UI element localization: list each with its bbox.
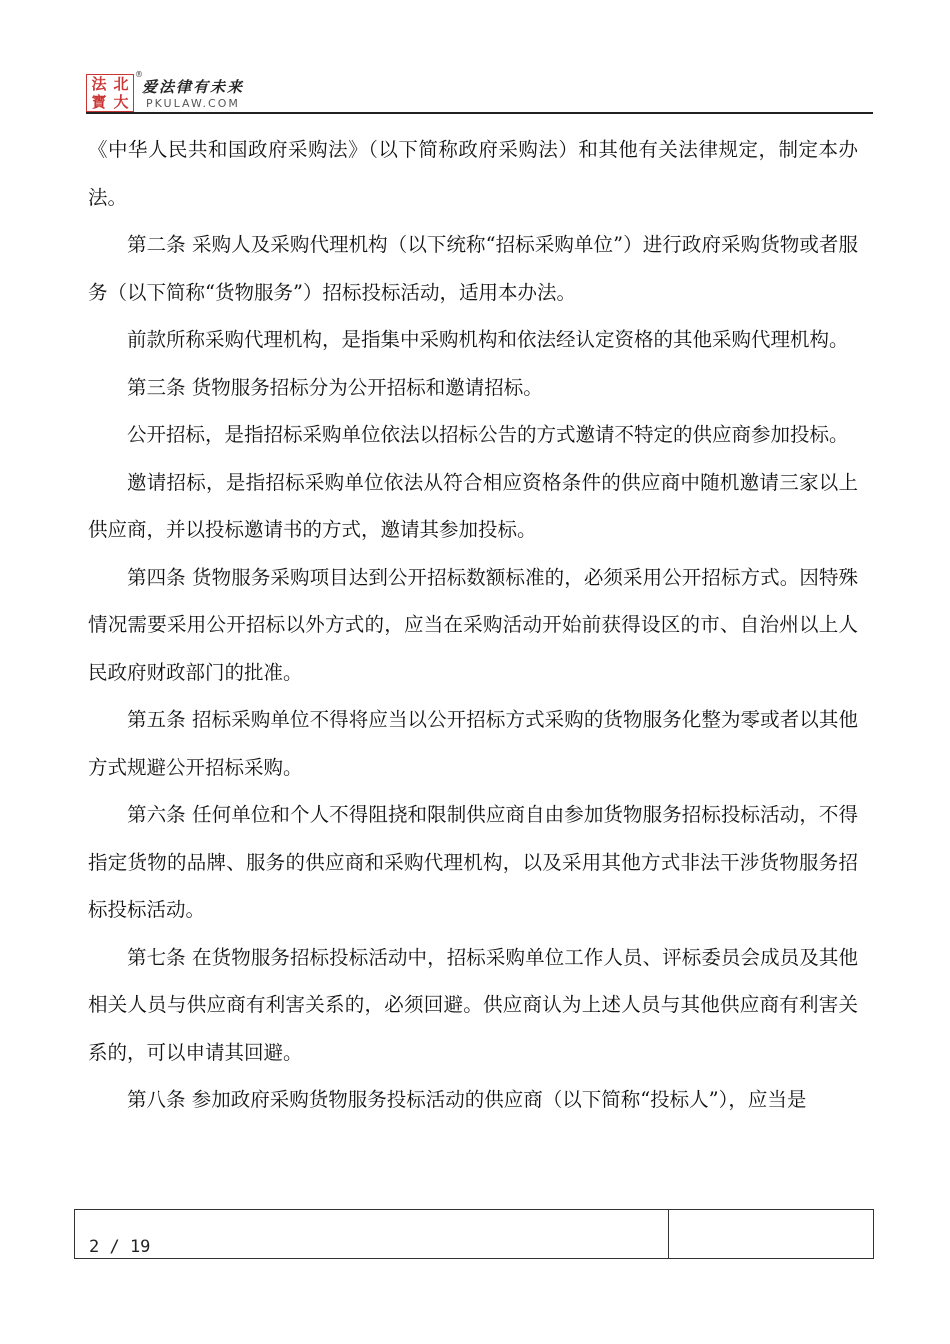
paragraph: 第八条 参加政府采购货物服务投标活动的供应商（以下简称“投标人”），应当是 — [127, 1088, 807, 1111]
header-divider — [86, 112, 873, 114]
paragraph: 《中华人民共和国政府采购法》（以下简称政府采购法）和其他有关法律规定，制定本办法。 — [88, 138, 858, 209]
logo-slogan: 爱法律有未来 — [142, 78, 245, 96]
page-indicator: 2 / 19 — [89, 1237, 151, 1257]
pkulaw-seal-icon — [86, 74, 134, 112]
paragraph: 第三条 货物服务招标分为公开招标和邀请招标。 — [127, 375, 543, 399]
pkulaw-logo — [86, 70, 246, 114]
paragraph: 第二条 采购人及采购代理机构（以下统称“招标采购单位”）进行政府采购货物或者服务（以下简称“货物服务”）招标投标活动，适用本办法。 — [88, 233, 858, 304]
registered-mark: ® — [135, 70, 143, 79]
seal-char: 大 — [113, 93, 129, 111]
page-footer — [74, 1209, 874, 1259]
paragraph: 公开招标，是指招标采购单位依法以招标公告的方式邀请不特定的供应商参加投标。 — [127, 423, 849, 446]
seal-char: 北 — [113, 75, 129, 93]
seal-char: 法 — [91, 75, 107, 93]
paragraph: 第六条 任何单位和个人不得阻挠和限制供应商自由参加货物服务招标投标活动，不得指定货物的品牌、服务的供应商和采购代理机构，以及采用其他方式非法干涉货物服务招标投标活动。 — [88, 803, 858, 921]
paragraph: 前款所称采购代理机构，是指集中采购机构和依法经认定资格的其他采购代理机构。 — [127, 328, 849, 351]
paragraph: 第七条 在货物服务招标投标活动中，招标采购单位工作人员、评标委员会成员及其他相关人员与供应商有利害关系的，必须回避。供应商认为上述人员与其他供应商有利害关系的，可以申请其回避。 — [88, 945, 858, 1064]
seal-char: 寳 — [91, 93, 107, 111]
document-body — [88, 126, 858, 1124]
paragraph: 第五条 招标采购单位不得将应当以公开招标方式采购的货物服务化整为零或者以其他方式规避公开招标采购。 — [88, 708, 858, 779]
footer-divider — [668, 1210, 669, 1258]
paragraph: 第四条 货物服务采购项目达到公开招标数额标准的，必须采用公开招标方式。因特殊情况需要采用公开招标以外方式的，应当在采购活动开始前获得设区的市、自治州以上人民政府财政部门的批准。 — [88, 565, 858, 684]
logo-domain: PKULAW.COM — [146, 97, 240, 110]
paragraph: 邀请招标，是指招标采购单位依法从符合相应资格条件的供应商中随机邀请三家以上供应商，并以投标邀请书的方式，邀请其参加投标。 — [88, 470, 858, 541]
